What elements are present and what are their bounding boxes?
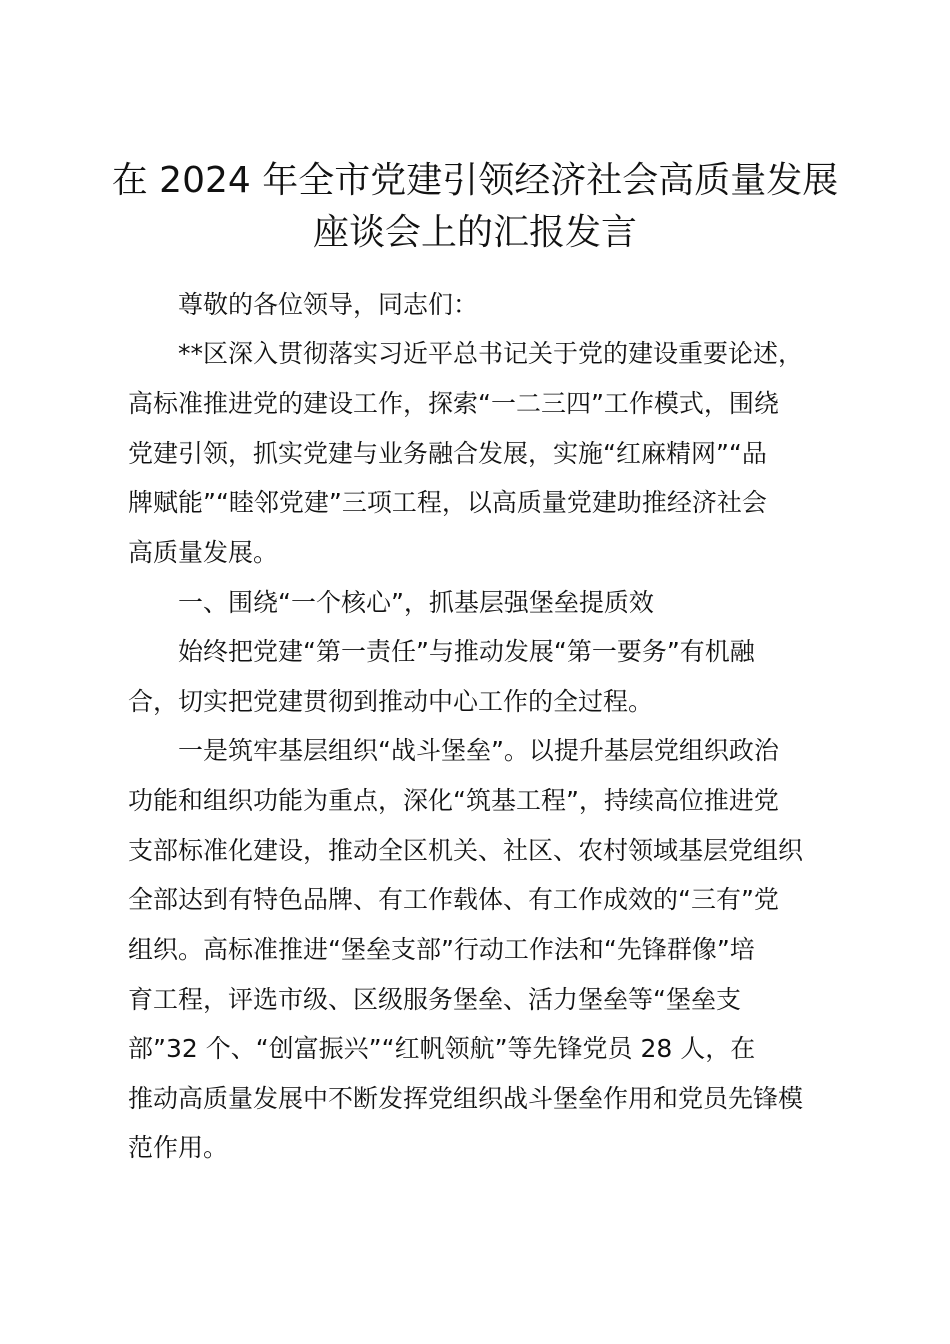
section-heading-1: 一、围绕“一个核心”，抓基层强堡垒提质效 <box>178 588 654 617</box>
paragraph-section-line-1: 始终把党建“第一责任”与推动发展“第一要务”有机融 <box>178 637 755 666</box>
salutation: 尊敬的各位领导，同志们： <box>178 290 479 319</box>
paragraph-intro-line-2: 高标准推进党的建设工作，探索“一二三四”工作模式，围绕 <box>128 389 779 418</box>
paragraph-intro-line-3: 党建引领，抓实党建与业务融合发展，实施“红麻精网”“品 <box>128 439 767 468</box>
paragraph-point-1-line-9: 范作用。 <box>128 1133 229 1162</box>
document-title-line-2: 座谈会上的汇报发言 <box>312 212 637 253</box>
paragraph-intro-line-1: **区深入贯彻落实习近平总书记关于党的建设重要论述， <box>178 339 804 368</box>
paragraph-point-1-line-2: 功能和组织功能为重点，深化“筑基工程”，持续高位推进党 <box>128 786 779 815</box>
paragraph-point-1-line-6: 育工程，评选市级、区级服务堡垒、活力堡垒等“堡垒支 <box>128 985 741 1014</box>
paragraph-intro-line-5: 高质量发展。 <box>128 538 279 567</box>
paragraph-intro-line-4: 牌赋能”“睦邻党建”三项工程，以高质量党建助推经济社会 <box>128 488 767 517</box>
paragraph-point-1-line-1: 一是筑牢基层组织“战斗堡垒”。以提升基层党组织政治 <box>178 736 779 765</box>
paragraph-point-1-line-5: 组织。高标准推进“堡垒支部”行动工作法和“先锋群像”培 <box>128 935 755 964</box>
paragraph-section-line-2: 合，切实把党建贯彻到推动中心工作的全过程。 <box>128 687 654 716</box>
document-title-line-1: 在 2024 年全市党建引领经济社会高质量发展 <box>111 160 839 201</box>
paragraph-point-1-line-3: 支部标准化建设，推动全区机关、社区、农村领域基层党组织 <box>128 836 804 865</box>
paragraph-point-1-line-8: 推动高质量发展中不断发挥党组织战斗堡垒作用和党员先锋模 <box>128 1084 804 1113</box>
paragraph-point-1-line-7: 部”32 个、“创富振兴”“红帆领航”等先锋党员 28 人，在 <box>128 1034 756 1063</box>
paragraph-point-1-line-4: 全部达到有特色品牌、有工作载体、有工作成效的“三有”党 <box>128 885 779 914</box>
